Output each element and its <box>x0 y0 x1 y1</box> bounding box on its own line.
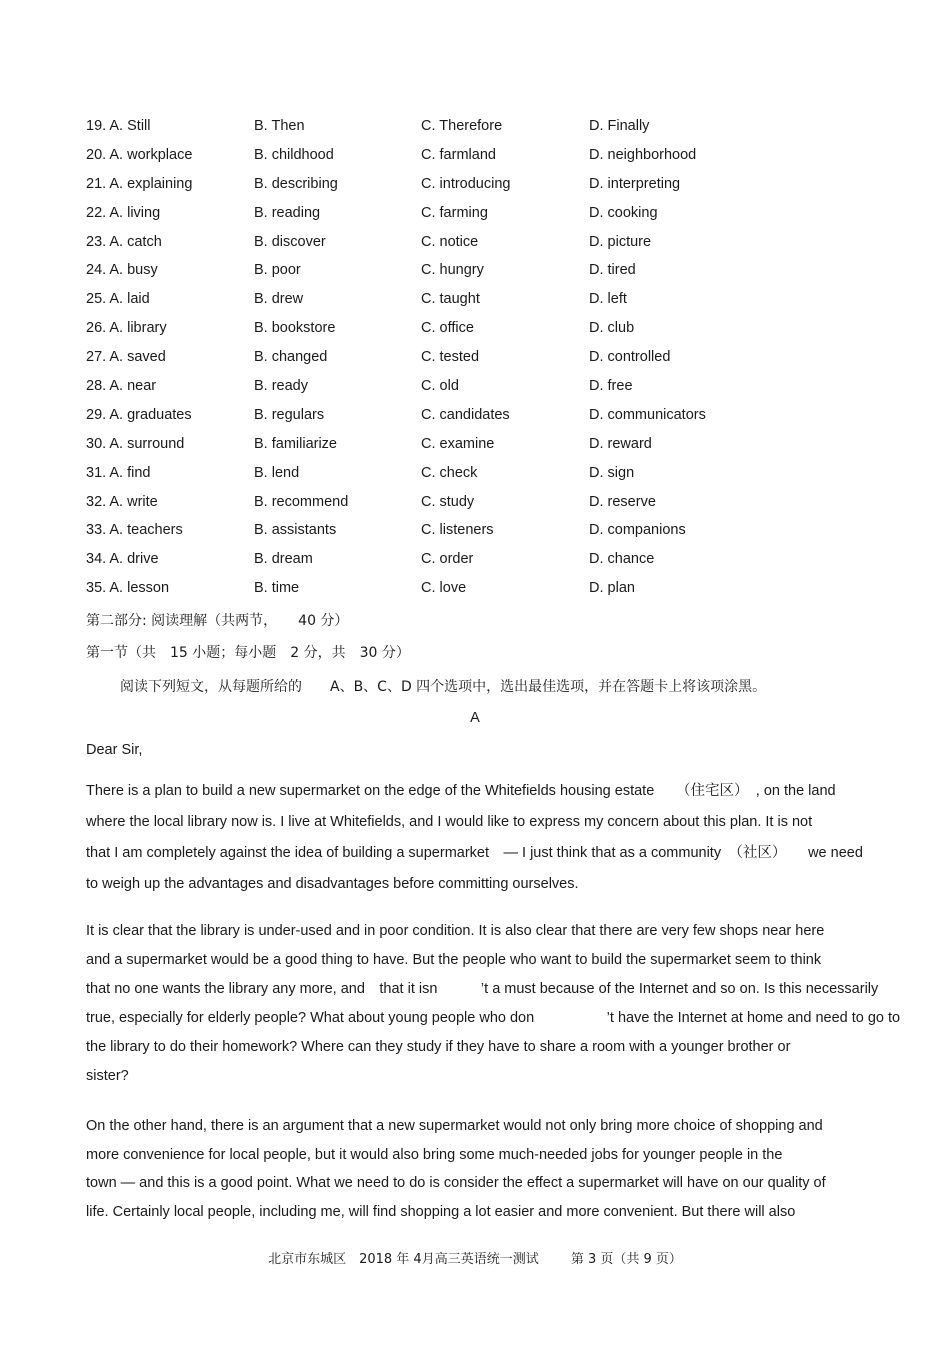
option-b: B. describing <box>254 175 338 192</box>
option-c: C. old <box>421 378 459 395</box>
option-b: B. childhood <box>254 146 334 163</box>
paragraph-2 <box>86 921 901 1095</box>
option-b: B. Then <box>254 118 305 134</box>
option-row-24 <box>86 262 886 291</box>
paragraph-line: true, especially for elderly people? What about young people who don ’t have the Internet at home and need to go to <box>86 1010 901 1026</box>
page-footer <box>0 1248 950 1267</box>
option-b: B. familiarize <box>254 435 337 452</box>
option-c: C. study <box>421 493 475 510</box>
option-a: 33. A. teachers <box>86 522 183 539</box>
section-heading: 第二部分: 阅读理解（共两节， 40 分） <box>86 613 349 629</box>
option-row-28 <box>86 378 886 407</box>
option-c: C. farming <box>421 204 488 221</box>
paragraph-3 <box>86 1116 866 1231</box>
option-a: 19. A. Still <box>86 118 151 134</box>
option-c: C. farmland <box>421 146 496 163</box>
option-a: 23. A. catch <box>86 233 162 250</box>
option-a: 21. A. explaining <box>86 175 193 192</box>
option-b: B. drew <box>254 291 304 308</box>
option-c: C. candidates <box>421 406 510 423</box>
paragraph-line: town — and this is a good point. What we need to do is consider the effect a supermarket will have on our quality of <box>86 1175 826 1192</box>
option-c: C. tested <box>421 349 480 366</box>
option-b: B. ready <box>254 378 308 395</box>
option-b: B. time <box>254 580 300 597</box>
exam-title: 北京市东城区 2018 年 4月高三英语统一测试 <box>268 1252 539 1267</box>
option-b: B. lend <box>254 464 300 481</box>
option-row-25 <box>86 291 886 320</box>
option-row-21 <box>86 176 886 205</box>
option-row-23 <box>86 234 886 263</box>
option-a: 29. A. graduates <box>86 406 192 423</box>
option-a: 24. A. busy <box>86 262 158 279</box>
option-d: D. sign <box>589 464 635 481</box>
option-b: B. changed <box>254 349 328 366</box>
option-a: 28. A. near <box>86 378 157 395</box>
paragraph-1 <box>86 781 866 905</box>
paragraph-line: It is clear that the library is under-used and in poor condition. It is also clear that there are very few shops near here <box>86 923 825 939</box>
option-row-19 <box>86 118 886 147</box>
option-d: D. chance <box>589 551 655 568</box>
option-d: D. club <box>589 320 635 337</box>
option-d: D. companions <box>589 522 686 539</box>
letter-greeting: Dear Sir, <box>86 742 143 758</box>
option-c: C. examine <box>421 435 495 452</box>
option-a: 27. A. saved <box>86 349 166 366</box>
option-c: C. introducing <box>421 175 511 192</box>
option-d: D. communicators <box>589 406 706 423</box>
option-b: B. dream <box>254 551 313 568</box>
option-b: B. bookstore <box>254 320 336 337</box>
option-row-26 <box>86 320 886 349</box>
paragraph-line: more convenience for local people, but it would also bring some much-needed jobs for younger people in the <box>86 1146 783 1163</box>
paragraph-line: that no one wants the library any more, and that it isn ’t a must because of the Internet and so on. Is this necessarily <box>86 981 879 997</box>
option-row-29 <box>86 407 886 436</box>
option-c: C. love <box>421 580 467 597</box>
option-d: D. Finally <box>589 118 650 134</box>
paragraph-line: sister? <box>86 1068 129 1084</box>
option-c: C. listeners <box>421 522 494 539</box>
option-row-30 <box>86 436 886 465</box>
paragraph-line: On the other hand, there is an argument that a new supermarket would not only bring more choice of shopping and <box>86 1118 823 1134</box>
option-c: C. check <box>421 464 478 481</box>
paragraph-line: that I am completely against the idea of building a supermarket — I just think that as a community （社区） we need <box>86 845 863 861</box>
passage-label: A <box>470 710 480 726</box>
option-b: B. regulars <box>254 406 325 423</box>
option-row-35 <box>86 580 886 609</box>
option-a: 32. A. write <box>86 493 158 510</box>
option-d: D. tired <box>589 262 636 279</box>
option-d: D. plan <box>589 580 635 597</box>
option-b: B. reading <box>254 204 321 221</box>
option-c: C. Therefore <box>421 118 503 134</box>
section-subheading: 第一节（共 15 小题；每小题 2 分，共 30 分） <box>86 645 410 661</box>
option-a: 22. A. living <box>86 204 161 221</box>
option-row-27 <box>86 349 886 378</box>
option-d: D. reward <box>589 435 652 452</box>
option-row-32 <box>86 494 886 523</box>
option-d: D. interpreting <box>589 175 681 192</box>
paragraph-line: where the local library now is. I live at Whitefields, and I would like to express my concern about this plan. It is not <box>86 814 813 830</box>
option-d: D. controlled <box>589 349 671 366</box>
option-d: D. reserve <box>589 493 656 510</box>
paragraph-line: There is a plan to build a new supermarket on the edge of the Whitefields housing estate （住宅区） , on the land <box>86 783 836 799</box>
option-d: D. picture <box>589 233 652 250</box>
option-a: 31. A. find <box>86 464 151 481</box>
option-d: D. cooking <box>589 204 658 221</box>
option-c: C. hungry <box>421 262 484 279</box>
paragraph-line: to weigh up the advantages and disadvantages before committing ourselves. <box>86 876 579 892</box>
option-b: B. discover <box>254 233 326 250</box>
option-d: D. neighborhood <box>589 146 697 163</box>
option-c: C. notice <box>421 233 479 250</box>
option-a: 35. A. lesson <box>86 580 170 597</box>
option-d: D. left <box>589 291 627 308</box>
option-c: C. office <box>421 320 474 337</box>
page-number: 第 3 页（共 9 页） <box>570 1252 682 1267</box>
option-row-20 <box>86 147 886 176</box>
option-a: 20. A. workplace <box>86 146 193 163</box>
option-a: 26. A. library <box>86 320 167 337</box>
option-a: 30. A. surround <box>86 435 185 452</box>
paragraph-line: and a supermarket would be a good thing to have. But the people who want to build the supermarket seem to think <box>86 952 822 968</box>
option-a: 25. A. laid <box>86 291 150 308</box>
instructions: 阅读下列短文，从每题所给的 A、B、C、D 四个选项中，选出最佳选项，并在答题卡上将该项涂黑。 <box>120 679 767 695</box>
option-b: B. recommend <box>254 493 349 510</box>
paragraph-line: the library to do their homework? Where can they study if they have to share a room with a younger brother or <box>86 1039 791 1055</box>
option-row-22 <box>86 205 886 234</box>
option-c: C. taught <box>421 291 480 308</box>
option-c: C. order <box>421 551 474 568</box>
option-row-31 <box>86 465 886 494</box>
answer-options-list <box>86 118 886 609</box>
option-row-34 <box>86 551 886 580</box>
paragraph-line: life. Certainly local people, including me, will find shopping a lot easier and more convenient. But there will also <box>86 1204 796 1221</box>
option-d: D. free <box>589 378 633 395</box>
option-a: 34. A. drive <box>86 551 159 568</box>
option-b: B. poor <box>254 262 301 279</box>
option-row-33 <box>86 522 886 551</box>
option-b: B. assistants <box>254 522 337 539</box>
